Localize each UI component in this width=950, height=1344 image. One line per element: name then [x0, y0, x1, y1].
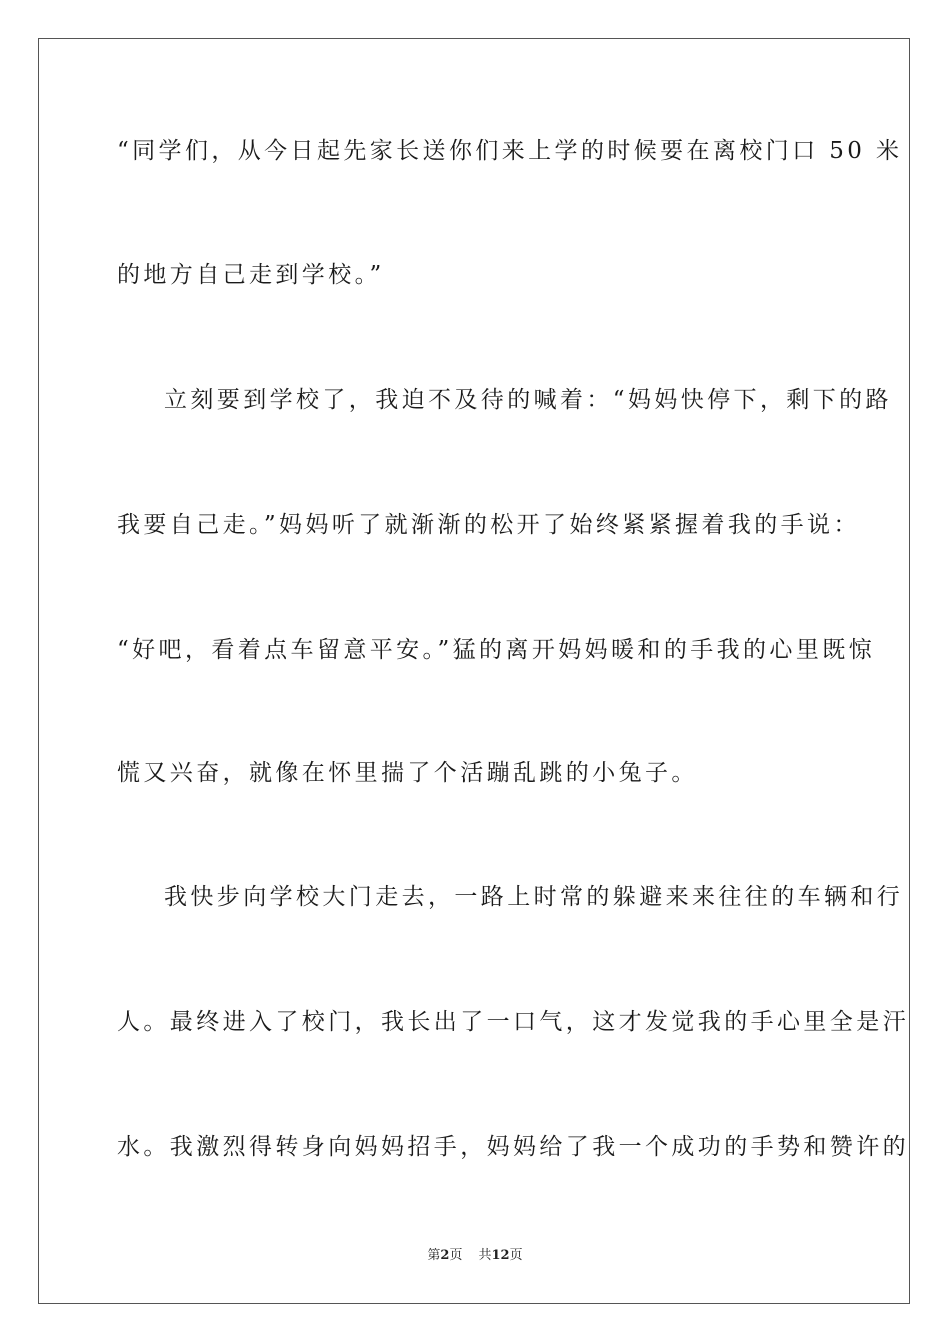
text-line-5: “好吧，看着点车留意平安。”猛的离开妈妈暖和的手我的心里既惊	[117, 637, 876, 663]
text-line-3: 立刻要到学校了，我迫不及待的喊着：“妈妈快停下，剩下的路	[164, 387, 892, 413]
footer-page-prefix: 第	[427, 1248, 441, 1263]
text-line-1: “同学们，从今日起先家长送你们来上学的时候要在离校门口 50 米	[117, 138, 903, 164]
text-line-2: 的地方自己走到学校。”	[117, 262, 385, 288]
text-line-7: 我快步向学校大门走去，一路上时常的躲避来来往往的车辆和行	[164, 884, 904, 910]
footer-page-number: 2	[440, 1248, 450, 1263]
text-line-6: 慌又兴奋，就像在怀里揣了个活蹦乱跳的小兔子。	[117, 760, 698, 786]
footer-page-suffix: 页	[449, 1248, 463, 1263]
text-line-4: 我要自己走。”妈妈听了就渐渐的松开了始终紧紧握着我的手说：	[117, 512, 860, 538]
text-line-9: 水。我激烈得转身向妈妈招手，妈妈给了我一个成功的手势和赞许的	[117, 1134, 909, 1160]
footer-total-pages: 12	[491, 1248, 510, 1263]
footer-total-prefix: 共	[478, 1248, 492, 1263]
page-border	[38, 38, 910, 1304]
page-footer	[0, 1247, 950, 1265]
text-line-8: 人。最终进入了校门，我长出了一口气，这才发觉我的手心里全是汗	[117, 1009, 909, 1035]
footer-total-suffix: 页	[509, 1248, 523, 1263]
